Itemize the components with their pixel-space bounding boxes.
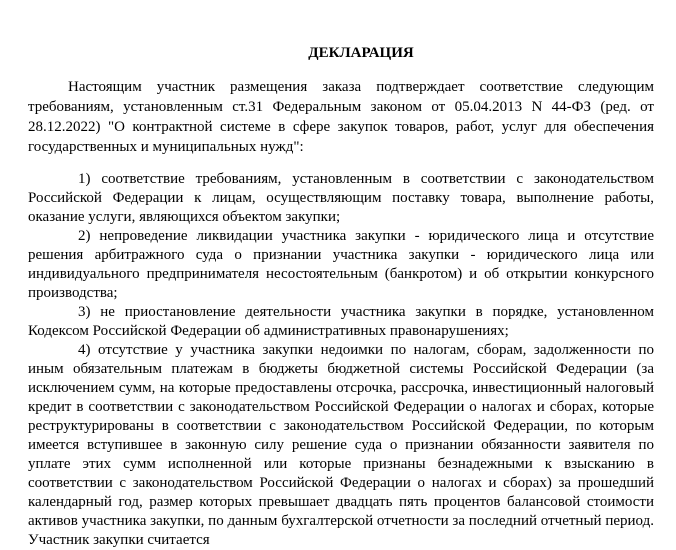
- list-item: 3) не приостановление деятельности участника закупки в порядке, установленном Кодексом Российской Федерации об административных правонарушениях;: [28, 304, 654, 339]
- requirements-list: [28, 170, 654, 550]
- document-page: [28, 0, 654, 550]
- list-item: 2) непроведение ликвидации участника закупки - юридического лица и отсутствие решения арбитражного суда о признании участника закупки - юридического лица или индивидуального предпринимателя несостоятельным (банкротом) и об открытии конкурсного производства;: [28, 228, 654, 301]
- list-item: 1) соответствие требованиям, установленным в соответствии с законодательством Российской Федерации к лицам, осуществляющим поставку товара, выполнение работы, оказание услуги, являющихся объектом закупки;: [28, 171, 654, 225]
- list-item: 4) отсутствие у участника закупки недоимки по налогам, сборам, задолженности по иным обязательным платежам в бюджеты бюджетной системы Российской Федерации (за исключением сумм, на которые предоставлены отсрочка, рассрочка, инвестиционный налоговый кредит в соответствии с законодательством Российской Федерации о налогах и сборах, которые реструктурированы в соответствии с законодательством Российской Федерации, по которым имеется вступившее в законную силу решение суда о признании обязанности заявителя по уплате этих сумм исполненной или которые признаны безнадежными к взысканию в соответствии с законодательством Российской Федерации о налогах и сборах) за прошедший календарный год, размер которых превышает двадцать пять процентов балансовой стоимости активов участника закупки, по данным бухгалтерской отчетности за последний отчетный период. Участник закупки считается: [28, 342, 654, 548]
- document-title: ДЕКЛАРАЦИЯ: [308, 45, 414, 61]
- intro-paragraph: Настоящим участник размещения заказа подтверждает соответствие следующим требованиям, установленным ст.31 Федеральным законом от 05.04.2013 N 44-ФЗ (ред. от 28.12.2022) "О контрактной системе в сфере закупок товаров, работ, услуг для обеспечения государственных и муниципальных нужд":: [28, 79, 654, 155]
